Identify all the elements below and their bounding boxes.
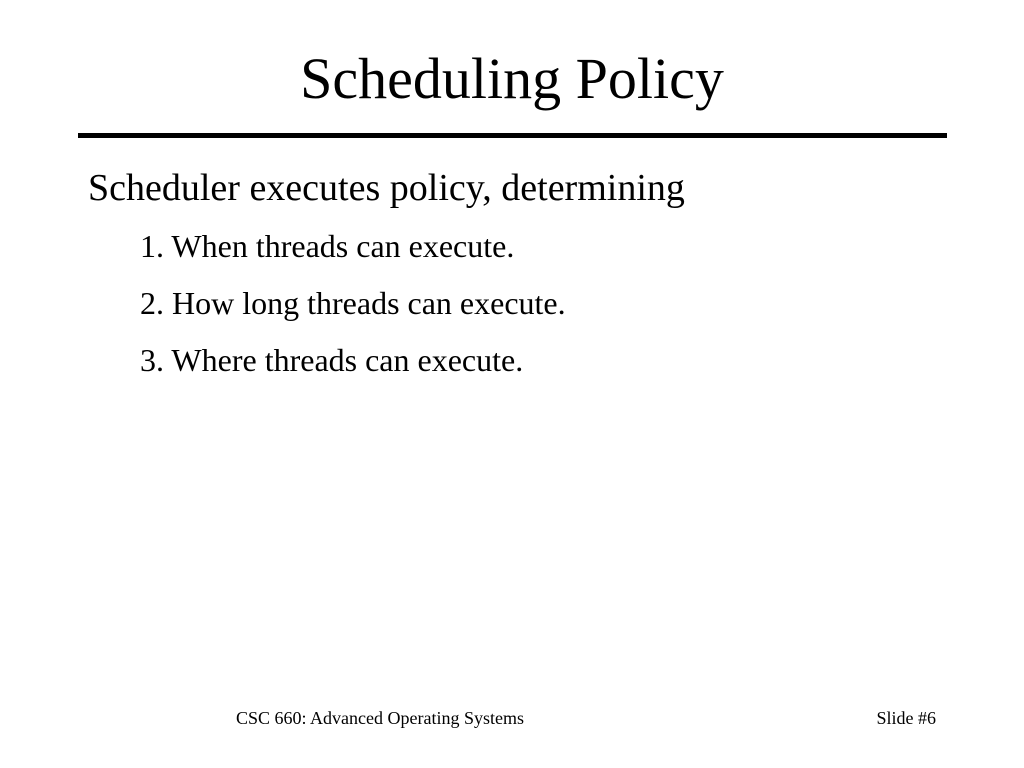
- sub-bullet-list: [140, 226, 566, 397]
- footer-slide-number: Slide #6: [876, 708, 936, 728]
- title-divider: [78, 133, 947, 138]
- slide-title: Scheduling Policy: [300, 46, 724, 111]
- sub-bullet-item: 2. How long threads can execute.: [140, 285, 566, 321]
- footer-course-name: CSC 660: Advanced Operating Systems: [236, 708, 524, 728]
- sub-bullet-item: 3. Where threads can execute.: [140, 342, 524, 378]
- main-bullet: Scheduler executes policy, determining: [88, 167, 685, 209]
- sub-bullet-item: 1. When threads can execute.: [140, 228, 515, 264]
